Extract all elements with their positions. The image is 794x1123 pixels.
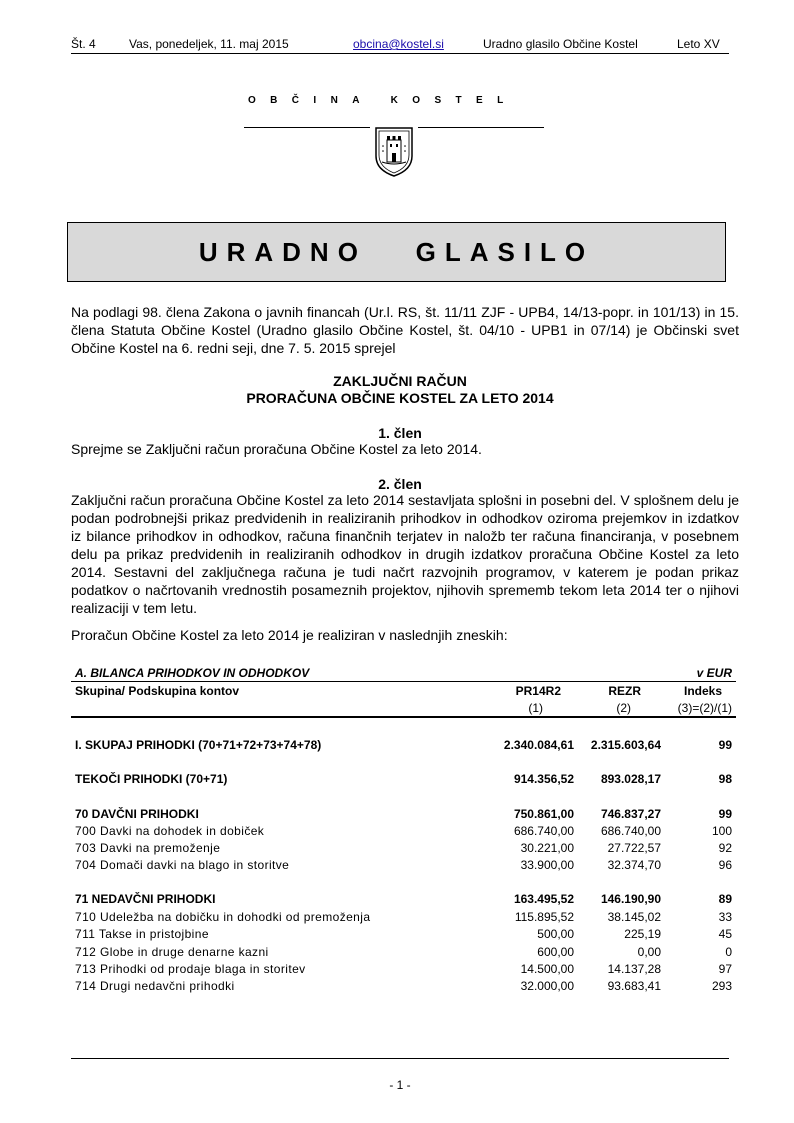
row-rezr: 146.190,90: [600, 892, 661, 906]
row-rezr: 225,19: [624, 927, 661, 941]
row-label: 714 Drugi nedavčni prihodki: [75, 979, 235, 993]
table-row: [71, 927, 736, 943]
row-label: 710 Udeležba na dobičku in dohodki od premoženja: [75, 910, 371, 924]
row-pr14r2: 914.356,52: [513, 772, 574, 786]
row-pr14r2: 686.740,00: [513, 824, 574, 838]
table-column-headers: [71, 684, 736, 700]
table-row: [71, 979, 736, 995]
row-index: 92: [718, 841, 732, 855]
table-section-header: [71, 666, 736, 682]
row-label: I. SKUPAJ PRIHODKI (70+71+72+73+74+78): [75, 738, 322, 752]
title-banner: [67, 222, 726, 282]
row-rezr: 686.740,00: [600, 824, 661, 838]
row-label: 700 Davki na dohodek in dobiček: [75, 824, 265, 838]
table-row: [71, 962, 736, 978]
row-label: TEKOČI PRIHODKI (70+71): [75, 772, 228, 786]
row-label: 712 Globe in druge denarne kazni: [75, 945, 269, 959]
intro-paragraph: Na podlagi 98. člena Zakona o javnih financah (Ur.l. RS, št. 11/11 ZJF - UPB4, 14/13-popr. in 101/13) in 15. člena Statuta Občine Kostel (Uradno glasilo Občine Kostel, št. 04/10 - UPB1 in 07/14) je Občinski svet Občine Kostel na 6. redni seji, dne 7. 5. 2015 sprejel: [71, 304, 739, 356]
row-pr14r2: 33.900,00: [520, 858, 574, 872]
row-index: 0: [725, 945, 732, 959]
row-index: 293: [711, 979, 732, 993]
row-pr14r2: 750.861,00: [513, 807, 574, 821]
row-pr14r2: 500,00: [537, 927, 574, 941]
row-pr14r2: 32.000,00: [520, 979, 574, 993]
table-row: [71, 858, 736, 874]
row-pr14r2: 14.500,00: [520, 962, 574, 976]
column-header-pr14r2: PR14R2: [515, 684, 561, 698]
row-rezr: 2.315.603,64: [590, 738, 661, 752]
issue-number: Št. 4: [71, 37, 96, 51]
row-pr14r2: 600,00: [537, 945, 574, 959]
row-rezr: 93.683,41: [607, 979, 661, 993]
table-row: [71, 841, 736, 857]
row-pr14r2: 2.340.084,61: [503, 738, 574, 752]
municipality-name: OBČINA KOSTEL: [248, 95, 518, 106]
row-label: 704 Domači davki na blago in storitve: [75, 858, 290, 872]
column-header-group: Skupina/ Podskupina kontov: [75, 684, 240, 698]
footer-divider: [71, 1058, 729, 1059]
table-column-subheaders: [71, 701, 736, 717]
row-pr14r2: 115.895,52: [514, 910, 574, 924]
page-header: [71, 37, 729, 53]
document-title: URADNO GLASILO: [198, 236, 595, 267]
column-sub-3: (3)=(2)/(1): [677, 701, 732, 715]
row-rezr: 893.028,17: [600, 772, 661, 786]
column-header-rezr: REZR: [608, 684, 641, 698]
row-index: 98: [718, 772, 732, 786]
table-row: [71, 892, 736, 908]
row-rezr: 14.137,28: [607, 962, 661, 976]
column-sub-1: (1): [528, 701, 543, 715]
row-index: 33: [718, 910, 732, 924]
header-divider: [71, 53, 729, 54]
row-rezr: 746.837,27: [600, 807, 661, 821]
realized-amounts-text: Proračun Občine Kostel za leto 2014 je realiziran v naslednjih zneskih:: [71, 627, 508, 643]
table-row: [71, 824, 736, 840]
row-rezr: 32.374,70: [607, 858, 661, 872]
column-header-index: Indeks: [683, 684, 722, 698]
article-2-text: Zaključni račun proračuna Občine Kostel za leto 2014 sestavljata splošni in posebni del. V splošnem delu je podan podrobnejši prikaz predvidenih in realiziranih prihodkov in odhodkov oziroma prejemkov in izdatkov iz bilance prihodkov in odhodkov, računa finančnih terjatev in naložb ter računa financiranja, v posebnem delu pa prikaz predvidenih in realiziranih odhodkov in drugih izdatkov proračuna Občine Kostel za leto 2014. Sestavni del zaključnega računa je tudi načrt razvojnih programov, v katerem je podan prikaz podatkov o načrtovanih vrednostih posameznih projektov, njihovih sprememb tekom leta 2014 ter o njihovi realizaciji v tem letu.: [71, 492, 739, 616]
heading-line-1: ZAKLJUČNI RAČUN: [333, 373, 467, 389]
row-index: 99: [718, 738, 732, 752]
row-index: 99: [718, 807, 732, 821]
heading-line-2: PRORAČUNA OBČINE KOSTEL ZA LETO 2014: [246, 390, 554, 406]
row-index: 96: [718, 858, 732, 872]
row-pr14r2: 163.495,52: [513, 892, 574, 906]
row-index: 100: [711, 824, 732, 838]
coat-of-arms-icon: [370, 122, 418, 178]
column-sub-2: (2): [616, 701, 631, 715]
email-link[interactable]: obcina@kostel.si: [353, 37, 444, 51]
year-label: Leto XV: [677, 37, 720, 51]
table-row: [71, 772, 736, 788]
table-row: [71, 910, 736, 926]
table-header-rule: [71, 716, 736, 718]
row-label: 703 Davki na premoženje: [75, 841, 221, 855]
article-1-title: 1. člen: [378, 425, 422, 441]
page-number: - 1 -: [389, 1078, 411, 1092]
table-row: [71, 738, 736, 754]
row-label: 713 Prihodki od prodaje blaga in storitev: [75, 962, 306, 976]
row-pr14r2: 30.221,00: [520, 841, 574, 855]
row-label: 71 NEDAVČNI PRIHODKI: [75, 892, 216, 906]
row-label: 70 DAVČNI PRIHODKI: [75, 807, 199, 821]
table-row: [71, 945, 736, 961]
section-title: A. BILANCA PRIHODKOV IN ODHODKOV: [75, 666, 310, 680]
row-rezr: 0,00: [637, 945, 661, 959]
article-1-text: Sprejme se Zaključni račun proračuna Občine Kostel za leto 2014.: [71, 441, 482, 457]
table-top-rule: [71, 681, 736, 682]
issue-date: Vas, ponedeljek, 11. maj 2015: [129, 37, 289, 51]
row-rezr: 27.722,57: [607, 841, 661, 855]
currency-label: v EUR: [696, 666, 732, 680]
row-index: 97: [718, 962, 732, 976]
publication-name: Uradno glasilo Občine Kostel: [483, 37, 638, 51]
row-index: 45: [718, 927, 732, 941]
row-rezr: 38.145,02: [607, 910, 661, 924]
article-2-title: 2. člen: [378, 476, 422, 492]
row-index: 89: [718, 892, 732, 906]
row-label: 711 Takse in pristojbine: [75, 927, 209, 941]
table-row: [71, 807, 736, 823]
